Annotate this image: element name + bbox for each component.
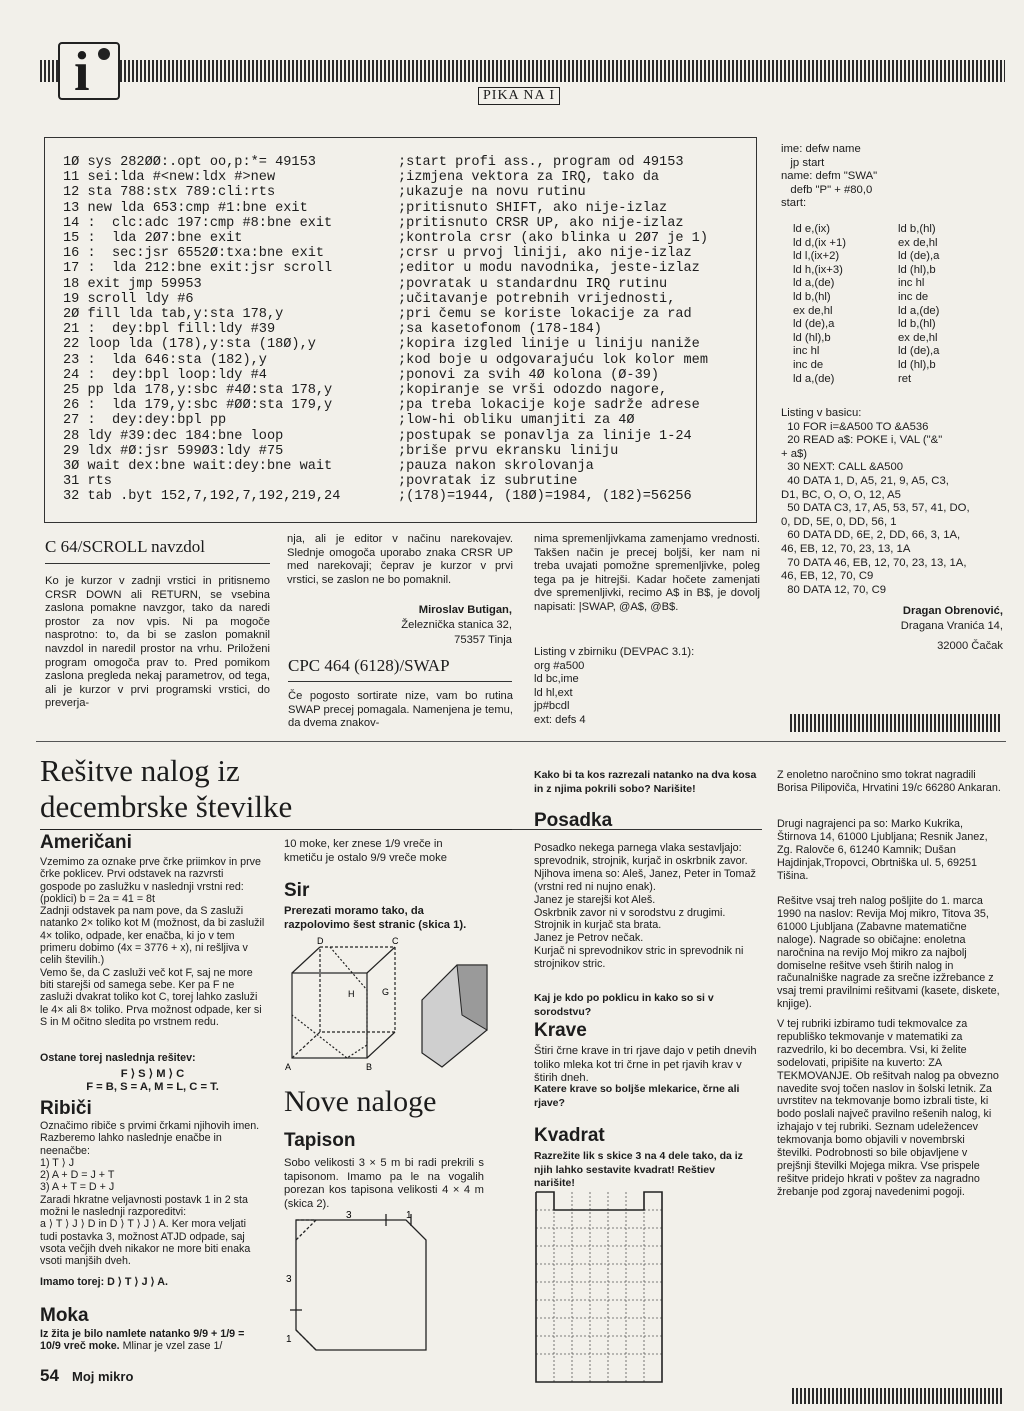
tapison-question: Kako bi ta kos razrezali natanko na dva kosa in z njima pokrili sobo? Narišite!	[534, 769, 757, 795]
logo-dot-icon	[98, 48, 110, 60]
code-line: 2Ø fill lda tab,y:sta 178,y	[63, 307, 284, 323]
solutions-title-line2: decembrske številke	[40, 789, 293, 824]
code-comment: ;izmjena vektora za IRQ, tako da	[398, 170, 660, 186]
code-line: 13 new lda 653:cmp #1:bne exit	[63, 200, 308, 216]
code-comment: ;ponovi za svih 4Ø kolona (Ø-39)	[398, 367, 660, 383]
code-line: 28 ldy #39:dec 184:bne loop	[63, 428, 284, 444]
code-line: 1Ø sys 282ØØ:.opt oo,p:*= 49153	[63, 155, 316, 170]
other-winners: Drugi nagrajenci pa so: Marko Kukrika, Štirnova 14, 61000 Ljubljana; Resnik Janez, Zg. Ralovče 6, 61240 Kamnik; Dušan Hajdinjak,Tropovci, Obrtniška ul. 5, 69251 Tišina.	[777, 818, 988, 882]
ribici-heading: Ribiči	[40, 1098, 92, 1119]
code-line: 19 scroll ldy #6	[63, 291, 194, 307]
cpc-text-cont: nima spremenljivkama zamenjamo vrednosti. Takšen način je precej boljši, ker nam ni treba uvajati pomožne spremenljivke, poleg tega pa je hitrejši. Kadar hočete zamenjati dve spremenljivki, recimo A$ in B$, je dovolj napisati: |SWAP, @A$, @B$.	[534, 533, 760, 613]
posadka-heading: Posadka	[534, 810, 613, 831]
ribici-conclusion: Imamo torej: D ⟩ T ⟩ J ⟩ A.	[40, 1276, 168, 1288]
cpc-listing: Listing v zbirniku (DEVPAC 3.1): org #a500 ld bc,ime ld hl,ext jp#bcdl ext: defs 4	[534, 646, 695, 726]
dimension-label: 1	[406, 1210, 412, 1221]
posadka-question: Kaj je kdo po poklicu in kako so si v sorodstvu?	[534, 992, 714, 1018]
tapison-diagram	[286, 1210, 446, 1370]
page-number: 54	[40, 1366, 59, 1385]
section-tag: PIKA NA I	[478, 87, 560, 105]
cube-vertex-label: A	[285, 1062, 292, 1072]
header-stripes	[40, 60, 1005, 82]
americani-conclusion: Ostane torej naslednja rešitev:	[40, 1052, 196, 1064]
kvadrat-diagram	[534, 1190, 684, 1385]
americani-text: Vzemimo za oznake prve črke priimkov in prve črke poklicev. Prvi odstavek na razvrsti gospode po zaslužku v naslednji vrstni red: (poklici) b = 2a = 41 = 8t Zadnji odstavek pa nam pove, da S zasluži natanko 2× toliko kot M (možnost, da bi zaslužil 4× toliko, odpade, ker enačba, ki jo v tem primeru dobimo (4x = 3776 + x), ni rešljiva v celih številih.) Vemo še, da C zasluži več kot F, saj ne more biti starejši od samega sebe. Ker pa F ne zasluži dvakrat toliko kot C, torej lahko zasluži le 4× ali 8× toliko. Prva možnost odpade, ker si S in M očitno sledita po vrstnem redu.	[40, 856, 265, 1028]
c64-author: Miroslav Butigan,	[418, 604, 512, 616]
code-line: 26 : lda 179,y:sbc #ØØ:sta 179,y	[63, 398, 333, 414]
logo-box	[58, 41, 120, 103]
code-line: 25 pp lda 178,y:sbc #4Ø:sta 178,y	[63, 383, 333, 399]
krave-text: Štiri črne krave in tri rjave dajo v petih dnevih toliko mleka kot tri črne in pet rjavih krav v štirih dneh.	[534, 1045, 757, 1085]
nove-naloge-title: Nove naloge	[284, 1085, 437, 1118]
right-address: Dragana Vranića 14,	[900, 620, 1003, 632]
basic-listing: Listing v basicu: 10 FOR i=&A500 TO &A536 20 READ a$: POKE i, VAL ("&" + a$) 30 NEXT: CALL &A500 40 DATA 1, D, A5, 21, 9, A5, C3, D1, BC, O, O, O, 12, A5 50 DATA C3, 17, A5, 53, 57, 41, DO, 0, DD, 5E, 0, DD, 56, 1 60 DATA DD, 6E, 2, DD, 66, 3, 1A, 46, EB, 12, 70, 23, 13, 1A 70 DATA 46, EB, 12, 70, 23, 13, 1A, 46, EB, 12, 70, C9 80 DATA 12, 70, C9	[781, 407, 970, 596]
code-line: 23 : lda 646:sta (182),y	[63, 352, 267, 368]
moka-heading: Moka	[40, 1305, 89, 1326]
code-comment: ;crsr u prvoj liniji, ako nije-izlaz	[398, 246, 692, 262]
code-line: 17 : lda 212:bne exit:jsr scroll	[63, 261, 333, 277]
cpc-rule	[288, 681, 512, 682]
swap-listing-col1: ld e,(ix) ld d,(ix +1) ld l,(ix+2) ld h,(ix+3) ld a,(de) ld b,(hl) ex de,hl ld (de),a ld (hl),b inc hl inc de ld a,(de)	[793, 223, 847, 385]
cube-vertex-label: B	[366, 1062, 373, 1072]
code-comment: ;pritisnuto CRSR UP, ako nije-izlaz	[398, 215, 684, 231]
title-rule	[40, 829, 512, 830]
code-comment: ;ukazuje na novu rutinu	[398, 185, 586, 201]
bottom-stripe-decoration	[792, 1388, 1002, 1404]
code-comment: ;sa kasetofonom (178-184)	[398, 322, 602, 338]
cpc-text: Če pogosto sortirate nize, vam bo rutina SWAP precej pomagala. Namenjena je temu, da dvema znakov-	[288, 690, 513, 730]
code-comment: ;pritisnuto SHIFT, ako nije-izlaz	[398, 200, 668, 216]
swap-listing-col2: ld b,(hl) ex de,hl ld (de),a ld (hl),b inc hl inc de ld a,(de) ld b,(hl) ex de,hl ld (de),a ld (hl),b ret	[898, 223, 940, 385]
moka-text-rest: Mlinar je vzel zase 1/	[119, 1340, 223, 1353]
code-comment: ;postupak se ponavlja za linije 1-24	[398, 428, 692, 444]
code-comment: ;pauza nakon skrolovanja	[398, 459, 594, 475]
moka-continued: 10 moke, ker znese 1/9 vreče in kmetiču je ostalo 9/9 vreče moke	[284, 838, 447, 864]
cube-vertex-label: H	[348, 989, 355, 999]
cpc-title: CPC 464 (6128)/SWAP	[288, 656, 450, 675]
magazine-name: Moj mikro	[72, 1369, 134, 1384]
code-comment: ;kopira izgled linije u liniju naniže	[398, 337, 700, 353]
dimension-label: 3	[346, 1210, 352, 1221]
right-city: 32000 Čačak	[937, 640, 1003, 652]
code-line: 16 : sec:jsr 6552Ø:txa:bne exit	[63, 246, 325, 262]
code-line: 18 exit jmp 59953	[63, 276, 202, 292]
cube-diagram	[282, 935, 507, 1075]
krave-heading: Krave	[534, 1020, 587, 1041]
kvadrat-heading: Kvadrat	[534, 1125, 605, 1146]
code-comments	[398, 155, 753, 505]
c64-text: Ko je kurzor v zadnji vrstici in pritisnemo CRSR DOWN ali RETURN, se vsebina zaslona pomakne navzgor, tako da naredi prostor za nov vpis. Ni pa mogoče nasprotno: to, da bi se zaslon pomaknil navzdol in naredil prostor na vrhu. Priloženi program omogoča prav to. Pred pomikom zaslona pregleda nekaj parametrov, od tega, ali je kurzor v prvi programski vrstici, do preverja-	[45, 575, 270, 710]
code-comment: ;start profi ass., program od 49153	[398, 155, 684, 170]
submission-info: Rešitve vsaj treh nalog pošljite do 1. marca 1990 na naslov: Revija Moj mikro, Titova 35, 61000 Ljubljana (Zabavne matematične naloge). Nagrade so običajne: enoletna naročnina na revijo Moj mikro za najbolj domiselne rešitve vseh štirih nalog in računalniške nagrade za srečne izžrebance z vsaj tremi pravilnimi rešitvami (kasete, diskete, knjige).	[777, 895, 1000, 1011]
code-line: 3Ø wait dex:bne wait:dey:bne wait	[63, 459, 333, 475]
right-stripe-decoration	[790, 714, 1000, 732]
solutions-title-line1: Rešitve nalog iz	[40, 753, 240, 788]
sir-text: Prerezati moramo tako, da razpolovimo šest stranic (skica 1).	[284, 905, 467, 931]
code-comment: ;briše prvu ekransku liniju	[398, 443, 619, 459]
kvadrat-text: Razrežite lik s skice 3 na 4 dele tako, da iz njih lahko sestavite kvadrat! Reštiev narišite!	[534, 1150, 743, 1190]
code-line: 31 rts	[63, 474, 112, 490]
cube-vertex-label: G	[382, 987, 390, 997]
section-divider	[36, 741, 1006, 742]
code-line: 24 : dey:bpl loop:ldy #4	[63, 367, 267, 383]
winner-text: Z enoletno naročnino smo tokrat nagradili Borisa Pilipoviča, Hrvatini 19/c 66280 Ankaran.	[777, 769, 1001, 794]
code-comment: ;(178)=1944, (18Ø)=1984, (182)=56256	[398, 489, 692, 505]
cube-vertex-label: C	[392, 936, 399, 946]
code-comment: ;low-hi obliku umanjiti za 4Ø	[398, 413, 635, 429]
code-line: 21 : dey:bpl fill:ldy #39	[63, 322, 276, 338]
americani-result-values: F = B, S = A, M = L, C = T.	[86, 1081, 219, 1093]
code-lines	[63, 155, 393, 505]
code-comment: ;povratak iz subrutine	[398, 474, 578, 490]
sir-heading: Sir	[284, 880, 310, 901]
code-line: 15 : lda 2Ø7:bne exit	[63, 231, 243, 247]
code-comment: ;kod boje u odgovarajuću lok kolor mem	[398, 352, 708, 368]
posadka-rule	[512, 829, 762, 830]
ribici-text: Označimo ribiče s prvimi črkami njihovih imen. Razberemo lahko naslednje enačbe in neenačbe: 1) T ⟩ J 2) A + D = J + T 3) A + T = D + J Zaradi hkratne veljavnosti postavk 1 in 2 sta možni le naslednji razporeditvi: a ⟩ T ⟩ J ⟩ D in D ⟩ T ⟩ J ⟩ A. Ker mora veljati tudi postavka 3, možnost ATJD odpade, saj vsota večjih dveh nikakor ne more biti enaka vsoti manjših dveh.	[40, 1120, 260, 1268]
code-line: 12 sta 788:stx 789:cli:rts	[63, 185, 276, 201]
right-author: Dragan Obrenović,	[902, 605, 1003, 617]
code-line: 11 sei:lda #<new:ldx #>new	[63, 170, 276, 186]
code-line: 27 : dey:dey:bpl pp	[63, 413, 227, 429]
posadka-text: Posadko nekega parnega vlaka sestavljajo: sprevodnik, strojnik, kurjač in oskrbnik zavor. Njihova imena so: Aleš, Janez, Peter in Tomaž (vrstni red ni nujno enak). Janez je starejši kot Aleš. Oskrbnik zavor ni v sorodstvu z drugimi. Strojnik in kurjač sta brata. Janez je Petrov nečak. Kurjač ni sprevodnikov stric in sprevodnik ni strojnikov stric.	[534, 842, 756, 971]
cube-vertex-label: D	[317, 936, 324, 946]
moka-answer: Iz žita je bilo namlete natanko 9/9 + 1/9 = 10/9 vreč moke.	[40, 1328, 245, 1353]
competition-info: V tej rubriki izbiramo tudi tekmovalce za republiško tekmovanje v matematiki za razvedrilo, ki bo decembra. Vsi, ki želite sodelovati, pripišite na kuverto: ZA TEKMOVANJE. Ob rešitvah nalog pa obvezno navedite svoj točen naslov in šolski letnik. Za uvrstitev na tekmovanje bomo izbrali tiste, ki bodo poslali največ pravilno rešenih nalog, ki izhajajo v tej rubriki. Seznam udeležencev tekmovanja bomo objavili v novembrski številki. Podrobnosti so bile objavljene v prejšnji številki Mojega mikra. Vse prispele rešitve pridejo hkrati v poštev za nagradno žrebanje pod zgoraj navedenimi pogoji.	[777, 1018, 999, 1198]
c64-city: 75357 Tinja	[454, 634, 512, 646]
logo-letter: i	[74, 41, 90, 103]
moka-text	[40, 1328, 265, 1353]
americani-result-order: F ⟩ S ⟩ M ⟩ C	[120, 1068, 185, 1080]
code-line: 22 loop lda (178),y:sta (18Ø),y	[63, 337, 316, 353]
c64-title: C 64/SCROLL navzdol	[45, 537, 205, 556]
tapison-text: Sobo velikosti 3 × 5 m bi radi prekrili s tapisonom. Imamo pa le na vogalih porezan kos tapisona velikosti 4 × 4 m (skica 2).	[284, 1157, 484, 1210]
dimension-label: 1	[286, 1334, 292, 1345]
krave-question: Katere krave so boljše mlekarice, črne ali rjave?	[534, 1083, 740, 1109]
code-line: 14 : clc:adc 197:cmp #8:bne exit	[63, 215, 333, 231]
code-comment: ;kontrola crsr (ako blinka u 2Ø7 je 1)	[398, 231, 708, 247]
code-comment: ;učitavanje potrebnih vrijednosti,	[398, 291, 676, 307]
americani-heading: Američani	[40, 832, 132, 853]
swap-listing-head: ime: defw name jp start name: defm "SWA" defb "P" + #80,0 start:	[781, 143, 878, 210]
code-line: 32 tab .byt 152,7,192,7,192,219,24	[63, 489, 341, 505]
c64-text-cont: nja, ali je editor v načinu narekovajev. Slednje omogoča uporabo znaka CRSR UP med narekovaji; čeprav je kurzor v prvi vrstici, se zaslon ne bo pomaknil.	[287, 533, 513, 586]
code-comment: ;editor u modu navodnika, jeste-izlaz	[398, 261, 700, 277]
code-comment: ;pa treba lokacije koje sadrže adrese	[398, 398, 700, 414]
tapison-heading: Tapison	[284, 1130, 356, 1151]
code-line: 29 ldx #Ø:jsr 599Ø3:ldy #75	[63, 443, 284, 459]
c64-address: Železnička stanica 32,	[401, 619, 512, 631]
dimension-label: 3	[286, 1274, 292, 1285]
code-comment: ;povratak u standardnu IRQ rutinu	[398, 276, 668, 292]
c64-rule	[45, 563, 270, 564]
code-comment: ;pri čemu se koriste lokacije za rad	[398, 307, 692, 323]
code-comment: ;kopiranje se vrši odozdo nagore,	[398, 383, 668, 399]
